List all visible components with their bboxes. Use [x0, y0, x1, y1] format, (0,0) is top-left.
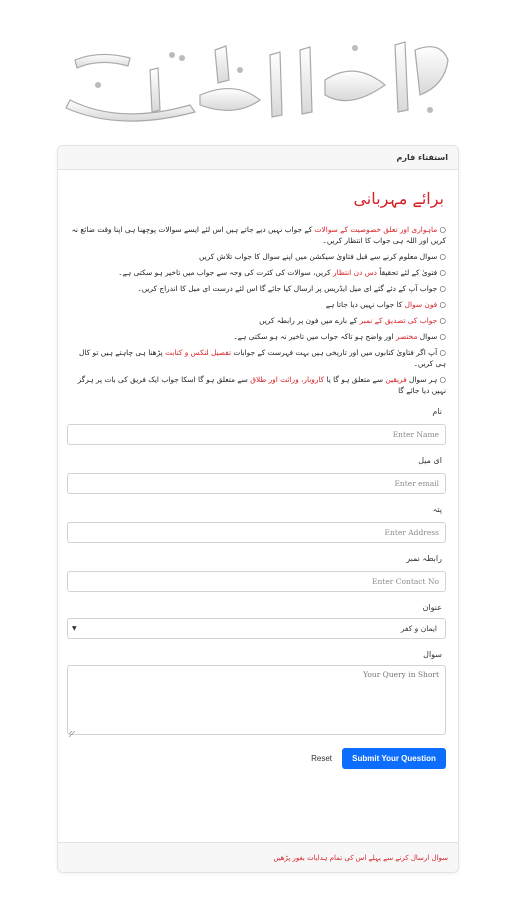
address-label: پتہ	[432, 505, 442, 514]
email-field-group	[70, 454, 446, 494]
email-input[interactable]	[67, 473, 446, 494]
instruction-text: ○ جواب آپ کے دئے گئے ای میل ایڈریس پر ارسال کیا جائے گا اس لئے درست ای میل کا اندراج کریں۔	[137, 284, 446, 293]
topic-selected-value: ایمان و کفر	[400, 624, 437, 633]
instruction-highlight: فون سوال	[404, 300, 438, 309]
topic-field-group	[70, 601, 446, 639]
instruction-item	[70, 299, 446, 310]
instruction-text: سے متعلق ہو گا یا	[324, 375, 386, 384]
address-input[interactable]	[67, 522, 446, 543]
instruction-item	[70, 267, 446, 278]
instruction-text: ○	[437, 300, 446, 309]
instruction-item	[70, 251, 446, 262]
instruction-text: ○ سوال	[417, 332, 446, 341]
instruction-highlight: تفصیل لنکس و کتابت	[165, 348, 232, 357]
instruction-text: اور واضح ہو تاکہ جواب میں تاخیر نہ ہو سکتی ہے۔	[233, 332, 396, 341]
name-label: نام	[432, 407, 442, 416]
email-label: ای میل	[418, 456, 442, 465]
svg-text:دارالافتاء والقضاء: دارالافتاء والقضاء	[249, 132, 257, 133]
instruction-text: سے متعلق ہو گا اسکا جواب ایک فریق کی بات پر ہرگز نہیں دیا جائے گا	[77, 375, 446, 395]
contact-field-group	[70, 552, 446, 592]
fatwa-form-card	[57, 145, 459, 873]
instruction-item	[70, 347, 446, 369]
instruction-item	[70, 224, 446, 246]
question-label: سوال	[423, 650, 442, 659]
logo-calligraphy	[0, 0, 506, 140]
instruction-text: ○	[437, 316, 446, 325]
topic-label: عنوان	[422, 603, 442, 612]
instruction-text: ○ سوال معلوم کرنے سے قبل فتاویٰ سیکشن میں اپنے سوال کا جواب تلاش کریں	[199, 252, 446, 261]
topic-select[interactable]	[67, 618, 446, 639]
instruction-text: ○ ہر سوال	[406, 375, 446, 384]
instruction-item	[70, 283, 446, 294]
instruction-text: کے جواب نہیں دیے جاتے ہیں اس لئے ایسے سوالات پوچھنا ہی اپنا وقت ضائع نہ کریں اور اللہ ہی جواب کا انتظار کریں۔	[71, 225, 446, 245]
instruction-text: ○ آپ اگر فتاویٰ کتابوں میں اور تاریخی ہیں بہت فہرست کے جوابات	[231, 348, 446, 357]
instructions-list	[70, 224, 446, 396]
instruction-text: ○ فتویٰ کے لئے تحقیقاً	[376, 268, 446, 277]
instruction-highlight: کاروبار، وراثت اور طلاق	[250, 375, 325, 384]
instruction-text: پڑھنا ہی چاہتے ہیں تو کال ہی کریں۔	[79, 348, 446, 368]
instruction-item	[70, 315, 446, 326]
name-field-group	[70, 405, 446, 445]
instructions-heading: برائے مہربانی	[353, 189, 444, 208]
address-field-group	[70, 503, 446, 543]
instruction-highlight: دس دن انتظار	[333, 268, 377, 277]
reset-button[interactable]: Reset	[311, 753, 332, 763]
instruction-highlight: فریقین	[385, 375, 407, 384]
chevron-down-icon: ▼	[72, 625, 77, 632]
instruction-text: کریں، سوالات کی کثرت کی وجہ سے جواب میں تاخیر ہو سکتی ہے۔	[118, 268, 334, 277]
question-field-group	[70, 648, 446, 739]
instruction-item	[70, 331, 446, 342]
question-textarea[interactable]	[67, 665, 446, 735]
submit-question-button[interactable]: Submit Your Question	[342, 748, 446, 769]
form-actions	[70, 747, 446, 769]
instruction-highlight: ماہواری اور تعلق خصوصیت کے سوالات	[314, 225, 438, 234]
contact-label: رابطہ نمبر	[406, 554, 442, 563]
instruction-item	[70, 374, 446, 396]
resize-grip-icon[interactable]	[69, 731, 75, 737]
instruction-text: کا جواب نہیں دیا جاتا ہے	[325, 300, 405, 309]
instruction-highlight: جواب کی تصدیق کے نمبر	[359, 316, 438, 325]
name-input[interactable]	[67, 424, 446, 445]
site-logo	[0, 0, 506, 140]
contact-input[interactable]	[67, 571, 446, 592]
instruction-text: کے بارے میں فون پر رابطہ کریں	[259, 316, 360, 325]
card-footer-note: سوال ارسال کرنے سے پہلے اس کی تمام ہدایات بغور پڑھیں	[58, 842, 458, 872]
instruction-highlight: مختصر	[395, 332, 418, 341]
card-header: استفتاء فارم	[58, 146, 458, 170]
instruction-text: ○	[437, 225, 446, 234]
